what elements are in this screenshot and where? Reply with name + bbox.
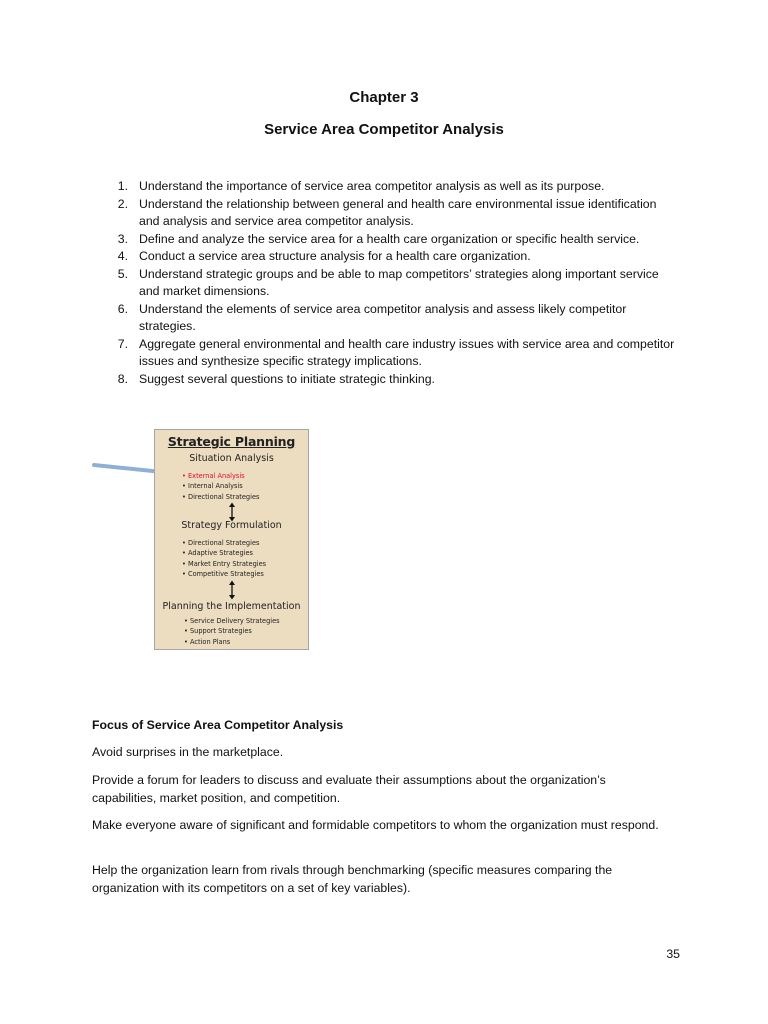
list-item: [108, 336, 678, 371]
double-arrow-icon: [227, 580, 237, 600]
list-item: [108, 231, 678, 249]
paragraph: Avoid surprises in the marketplace.: [92, 745, 284, 759]
list-item-text: Understand the elements of service area competitor analysis and assess likely competitor strategies.: [139, 301, 627, 333]
diagram-item: • Support Strategies: [184, 626, 280, 636]
paragraph: Help the organization learn from rivals through benchmarking (specific measures comparing the organization with its competitors on a set of key variables).: [92, 863, 613, 895]
page-number: 35: [666, 947, 680, 961]
chapter-title: Service Area Competitor Analysis: [264, 121, 504, 138]
list-item: [108, 248, 678, 266]
diagram-item: • Adaptive Strategies: [182, 548, 266, 558]
list-item-number: 5.: [117, 266, 128, 281]
list-item-number: 6.: [117, 301, 128, 316]
diagram-item: • Internal Analysis: [182, 481, 259, 491]
strategic-planning-diagram: [154, 429, 309, 650]
paragraph: Make everyone aware of significant and formidable competitors to whom the organization must respond.: [92, 818, 659, 832]
diagram-item-highlighted: • External Analysis: [182, 471, 259, 481]
diagram-item: • Directional Strategies: [182, 538, 266, 548]
list-item-number: 1.: [117, 179, 128, 193]
diagram-item: • Directional Strategies: [182, 492, 259, 502]
diagram-section-heading: Strategy Formulation: [181, 520, 282, 531]
learning-objectives-list: [108, 178, 678, 388]
diagram-item: • Market Entry Strategies: [182, 559, 266, 569]
diagram-title: Strategic Planning: [167, 434, 296, 449]
list-item: [108, 301, 678, 336]
diagram-item: • Competitive Strategies: [182, 569, 266, 579]
diagram-section-heading: Situation Analysis: [189, 453, 274, 464]
section-heading: Focus of Service Area Competitor Analysis: [92, 718, 344, 732]
list-item: [108, 178, 678, 196]
double-arrow-icon: [227, 502, 237, 522]
list-item: [108, 371, 678, 389]
diagram-item: • Service Delivery Strategies: [184, 616, 280, 626]
diagram-section-list: [182, 538, 266, 580]
list-item-text: Understand the relationship between general and health care environmental issue identification and analysis and service area competitor analysis.: [139, 196, 657, 228]
diagram-item: • Action Plans: [184, 637, 280, 647]
list-item-text: Conduct a service area structure analysis for a health care organization.: [139, 249, 531, 263]
chapter-label: Chapter 3: [349, 89, 419, 106]
list-item-number: 7.: [117, 336, 128, 351]
diagram-section-heading: Planning the Implementation: [162, 601, 301, 612]
diagram-section-list: [184, 616, 280, 647]
list-item-number: 4.: [117, 249, 128, 263]
list-item: [108, 196, 678, 231]
list-item-text: Define and analyze the service area for a health care organization or specific health service.: [139, 231, 640, 246]
paragraph: Provide a forum for leaders to discuss and evaluate their assumptions about the organization’s capabilities, market position, and competition.: [92, 773, 606, 805]
list-item-text: Suggest several questions to initiate strategic thinking.: [139, 371, 435, 386]
list-item-text: Understand strategic groups and be able to map competitors’ strategies along important service and market dimensions.: [139, 266, 659, 298]
list-item-text: Aggregate general environmental and health care industry issues with service area and competitor issues and synthesize specific strategy implications.: [139, 336, 675, 368]
diagram-section-list: [182, 471, 259, 502]
list-item-number: 8.: [117, 371, 128, 386]
list-item-number: 2.: [117, 196, 128, 211]
list-item: [108, 266, 678, 301]
list-item-text: Understand the importance of service area competitor analysis as well as its purpose.: [139, 179, 605, 193]
list-item-number: 3.: [117, 231, 128, 246]
